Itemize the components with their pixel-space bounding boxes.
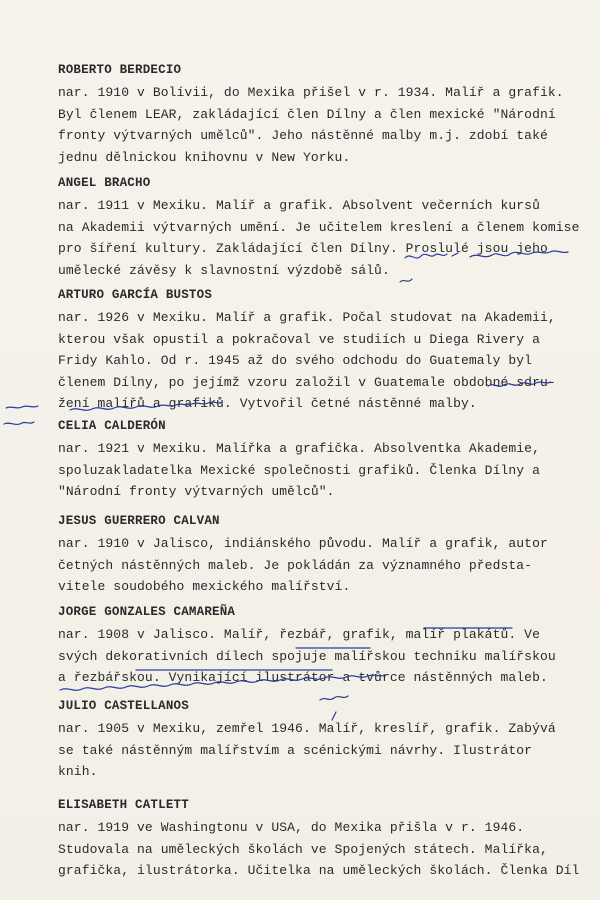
artist-name: ANGEL BRACHO — [58, 176, 151, 190]
text-line: spoluzakladatelka Mexické společnosti grafiků. Členka Dílny a — [58, 462, 540, 478]
text-line: fronty výtvarných umělců". Jeho nástěnné malby m.j. zdobí také — [58, 128, 548, 143]
text-line: nar. 1910 v Bolívii, do Mexika přišel v r. 1934. Malíř a grafik. — [58, 85, 564, 100]
biography-entry — [58, 287, 593, 415]
text-line: se také nástěnným malířstvím a scénickými návrhy. Ilustrátor — [58, 742, 533, 758]
text-line: vitele soudobého mexického malířství. — [58, 579, 351, 594]
text-line: nar. 1905 v Mexiku, zemřel 1946. Malíř, kreslíř, grafik. Zabývá — [58, 721, 556, 736]
artist-name: JORGE GONZALES CAMAREÑA — [58, 605, 236, 619]
text-line: členem Dílny, po jejímž vzoru založil v Guatemale obdobné sdru- — [58, 374, 556, 390]
text-line: kterou však opustil a pokračoval ve studiích u Diega Rivery a — [58, 331, 540, 347]
text-line: "Národní fronty výtvarných umělců". — [58, 484, 335, 499]
biography-entry — [58, 418, 593, 503]
text-line: četných nástěnných maleb. Je pokládán za významného předsta- — [58, 557, 533, 573]
text-line: nar. 1910 v Jalisco, indiánského původu. Malíř a grafik, autor — [58, 536, 548, 551]
text-line: jednu dělnickou knihovnu v New Yorku. — [58, 149, 351, 165]
artist-name: JULIO CASTELLANOS — [58, 699, 189, 713]
text-line: nar. 1911 v Mexiku. Malíř a grafik. Absolvent večerních kursů — [58, 198, 540, 213]
text-line: nar. 1908 v Jalisco. Malíř, řezbář, grafik, malíř plakátů. Ve — [58, 627, 540, 642]
biography-entry — [58, 698, 593, 783]
artist-name: ELISABETH CATLETT — [58, 798, 189, 812]
text-line: Fridy Kahlo. Od r. 1945 až do svého odchodu do Guatemaly byl — [58, 353, 533, 368]
biography-entry — [58, 797, 593, 882]
text-line: na Akademii výtvarných umění. Je učitelem kreslení a členem komise — [58, 219, 580, 235]
artist-name: CELIA CALDERÓN — [58, 419, 166, 433]
text-line: Studovala na uměleckých školách ve Spojených státech. Malířka, — [58, 841, 548, 857]
text-line: grafička, ilustrátorka. Učitelka na uměleckých školách. Členka Díl — [58, 863, 580, 878]
text-line: svých dekorativních dílech spojuje malířskou techniku malířskou — [58, 648, 556, 664]
biography-entry — [58, 513, 593, 598]
text-line: knih. — [58, 764, 98, 779]
biography-entry — [58, 62, 593, 168]
text-line: nar. 1921 v Mexiku. Malířka a grafička. Absolventka Akademie, — [58, 441, 540, 456]
biography-entry — [58, 604, 593, 689]
text-line: Byl členem LEAR, zakládající člen Dílny a člen mexické "Národní — [58, 106, 556, 122]
text-line: žení malířů a grafiků. Vytvořil četné nástěnné malby. — [58, 396, 477, 411]
text-line: nar. 1919 ve Washingtonu v USA, do Mexika přišla v r. 1946. — [58, 820, 525, 835]
artist-name: ARTURO GARCÍA BUSTOS — [58, 288, 213, 302]
text-line: pro šíření kultury. Zakládající člen Dílny. Proslulé jsou jeho — [58, 241, 548, 256]
text-line: umělecké závěsy k slavnostní výzdobě sálů. — [58, 262, 390, 278]
artist-name: ROBERTO BERDECIO — [58, 63, 182, 77]
text-line: nar. 1926 v Mexiku. Malíř a grafik. Počal studovat na Akademii, — [58, 310, 556, 325]
biography-entry — [58, 175, 593, 281]
text-line: a řezbářskou. Vynikající ilustrátor a tvůrce nástěnných maleb. — [58, 670, 548, 685]
artist-name: JESUS GUERRERO CALVAN — [58, 514, 220, 528]
